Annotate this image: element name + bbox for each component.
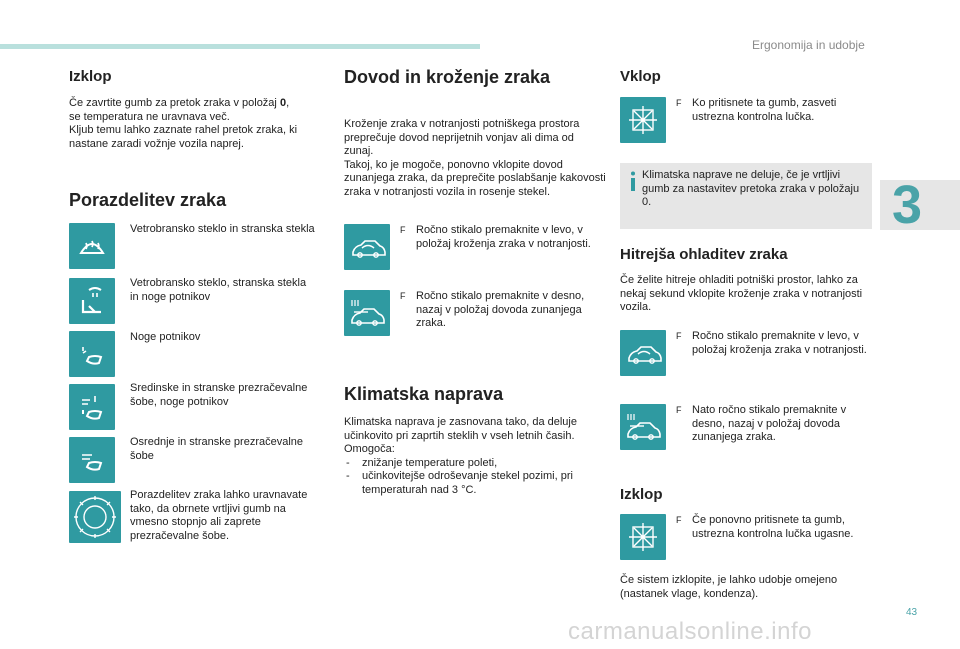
cooling-heading: Hitrejša ohladitev zraka bbox=[620, 246, 788, 263]
distribution-label-6: Porazdelitev zraka lahko uravnavate tako, da obrnete vrtljivi gumb na vmesno stopnjo ali zaprete prezračevalne šobe. bbox=[130, 489, 308, 542]
feet-vent-icon bbox=[69, 331, 115, 377]
page-number: 43 bbox=[906, 607, 918, 618]
face-feet-vent-icon bbox=[69, 384, 115, 430]
ac-option-2: - učinkovitejše odroševanje stekel pozimi, pri temperaturah nad 3 °C. bbox=[344, 470, 606, 497]
section-title: Ergonomija in udobje bbox=[752, 38, 865, 52]
cooling-text: Če želite hitreje ohladiti potniški prostor, lahko za nekaj sekund vklopite kroženje zraka v notranjosti vozila. bbox=[620, 274, 863, 313]
recirculation-text: Kroženje zraka v notranjosti potniškega prostora preprečuje dovod neprijetnih vonjav ali dima od zunaj. Takoj, ko je mogoče, ponovno vklopite dovod zunanjega zraka, da preprečite poslabšanje kakovosti zraka v notranjosti vozila in rosenje stekel. bbox=[344, 118, 606, 198]
off-heading-2: Izklop bbox=[620, 486, 663, 503]
chapter-tab bbox=[880, 175, 960, 235]
off-text-2: Če sistem izklopite, je lahko udobje omejeno (nastanek vlage, kondenza). bbox=[620, 574, 838, 600]
off-text: Če zavrtite gumb za pretok zraka v položaj 0, se temperatura ne uravnava več. Kljub temu lahko zaznate rahel pretok zraka, ki nastane zaradi vožnje vozila naprej. bbox=[69, 97, 298, 150]
on-heading: Vklop bbox=[620, 68, 661, 85]
fresh-air-icon-2 bbox=[620, 404, 666, 450]
top-accent-bar bbox=[0, 44, 480, 49]
snowflake-icon-2 bbox=[620, 514, 666, 560]
distribution-label-2: Vetrobransko steklo, stranska stekla in noge potnikov bbox=[130, 277, 307, 303]
ac-heading: Klimatska naprava bbox=[344, 384, 504, 404]
distribution-heading: Porazdelitev zraka bbox=[69, 190, 227, 210]
windscreen-feet-icon bbox=[69, 278, 115, 324]
ac-text: Klimatska naprava je zasnovana tako, da deluje učinkovito pri zaprtih steklih v vseh letnih časih. Omogoča: - znižanje temperature poleti, - učinkovitejše odroševanje stekel pozimi, pri temperaturah nad 3 °C. bbox=[344, 416, 606, 497]
info-text: Klimatska naprave ne deluje, če je vrtljivi gumb za nastavitev pretoka zraka v položaju 0. bbox=[642, 169, 860, 208]
chapter-number: 3 bbox=[892, 175, 923, 235]
distribution-label-4: Sredinske in stranske prezračevalne šobe, noge potnikov bbox=[130, 382, 308, 408]
ac-option-1: - znižanje temperature poleti, bbox=[344, 457, 606, 471]
recirculation-heading: Dovod in kroženje zraka bbox=[344, 67, 551, 87]
fresh-air-icon bbox=[344, 290, 390, 336]
distribution-label-1: Vetrobransko steklo in stranska stekla bbox=[130, 223, 315, 235]
watermark: carmanualsonline.info bbox=[568, 618, 812, 645]
windscreen-defrost-icon bbox=[69, 223, 115, 269]
distribution-dial-icon bbox=[69, 491, 121, 543]
recirculation-icon bbox=[344, 224, 390, 270]
recirculation-icon-2 bbox=[620, 330, 666, 376]
face-vent-icon bbox=[69, 437, 115, 483]
snowflake-icon bbox=[620, 97, 666, 143]
info-box bbox=[620, 163, 872, 229]
off-heading: Izklop bbox=[69, 68, 112, 85]
distribution-label-3: Noge potnikov bbox=[130, 331, 201, 343]
info-icon bbox=[628, 171, 638, 191]
distribution-label-5: Osrednje in stranske prezračevalne šobe bbox=[130, 436, 304, 462]
